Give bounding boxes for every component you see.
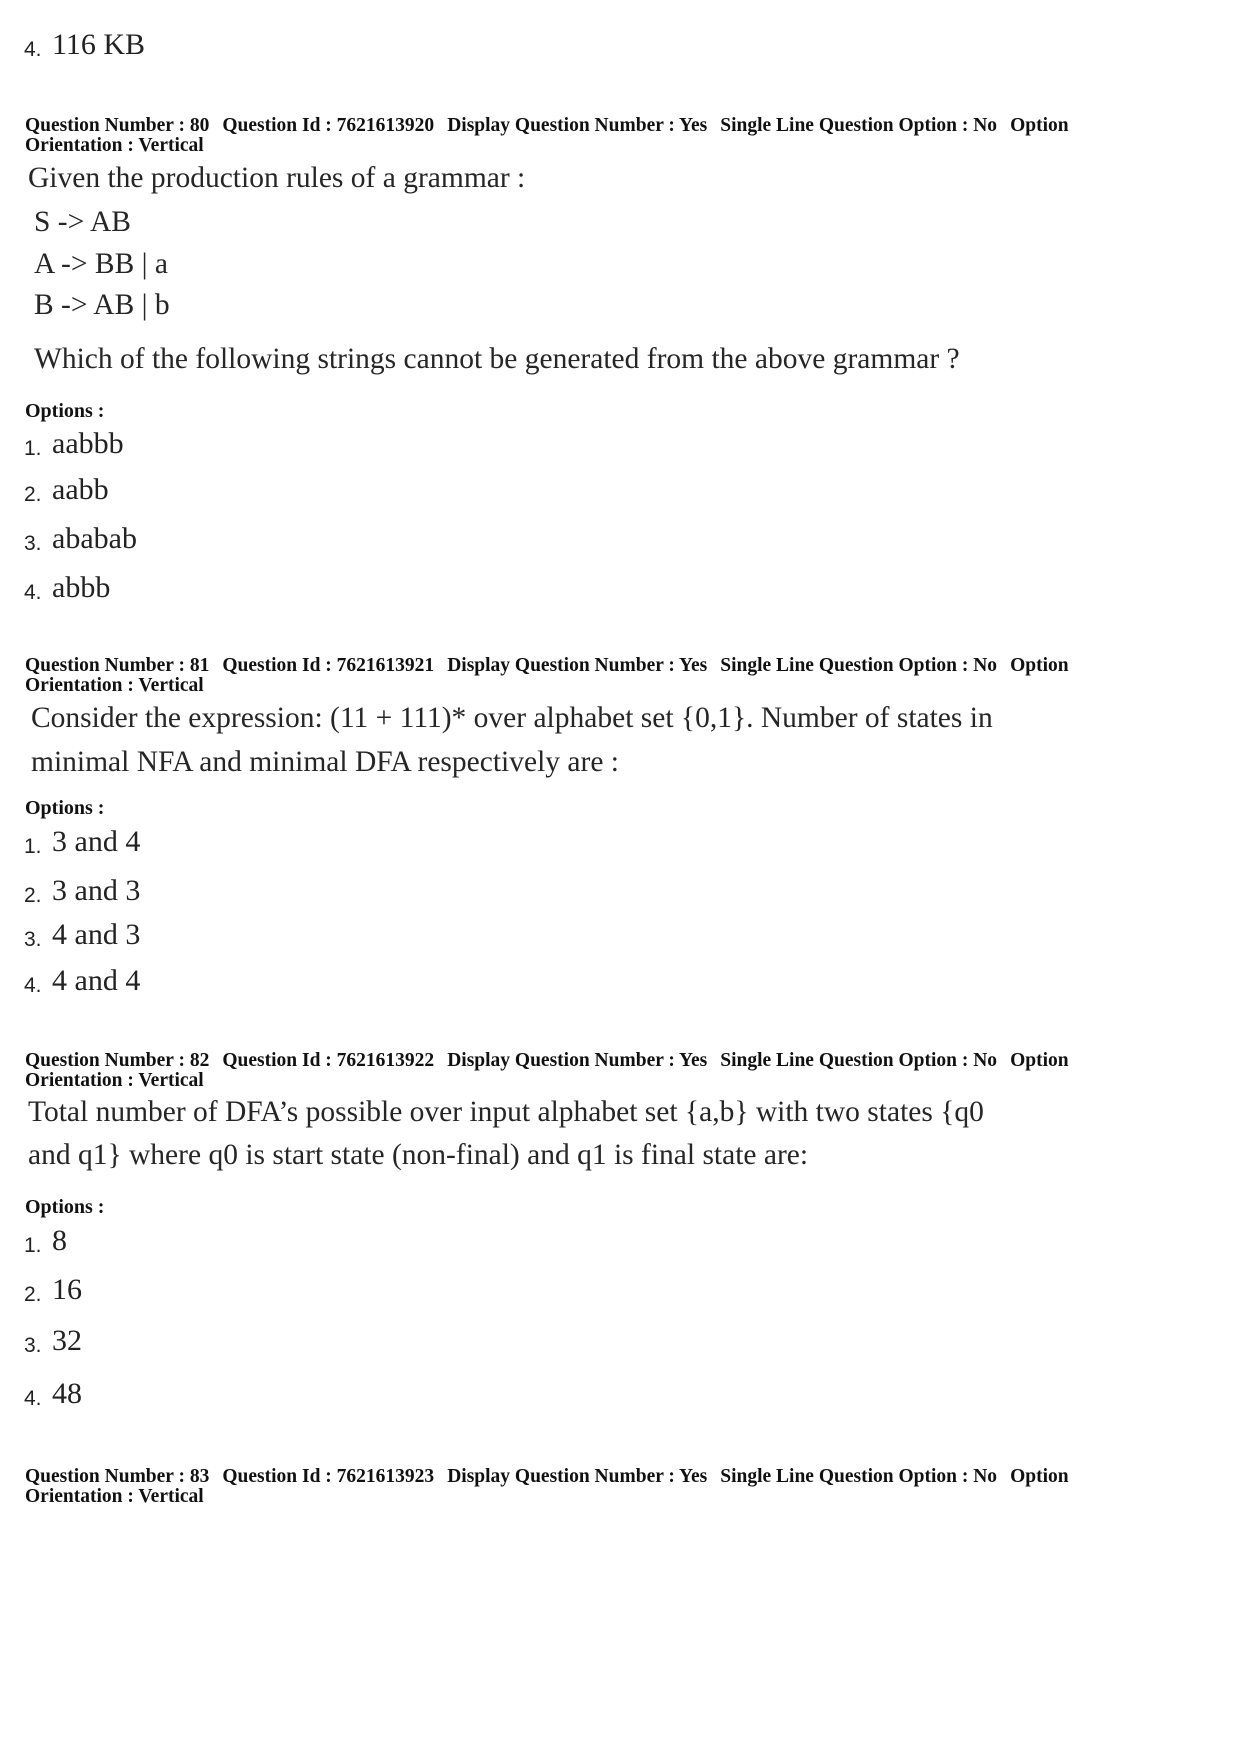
question-82-text-line: and q1} where q0 is start state (non-final) and q1 is final state are:: [28, 1139, 809, 1171]
option-text: 16: [52, 1273, 82, 1306]
question-80-meta: [25, 116, 1185, 156]
question-81-meta: [25, 656, 1185, 696]
option-text: 4 and 3: [52, 918, 141, 951]
option-4: [24, 571, 110, 605]
options-label: Options :: [25, 797, 105, 819]
option-2: [24, 473, 109, 507]
option-text: aabb: [52, 473, 109, 506]
option-3: [24, 522, 137, 556]
display-question-number: Display Question Number : Yes: [447, 1466, 708, 1487]
grammar-rule: B -> AB | b: [34, 289, 170, 321]
option-1: [24, 427, 124, 461]
grammar-rule: A -> BB | a: [34, 248, 168, 280]
option-number: 1.: [24, 835, 42, 858]
option-2: [24, 1273, 82, 1307]
option-text: 3 and 4: [52, 825, 141, 858]
question-80-text: Which of the following strings cannot be generated from the above grammar ?: [34, 343, 960, 375]
option-2: [24, 874, 140, 908]
option-text: 3 and 3: [52, 874, 141, 907]
option-number: 4.: [24, 38, 42, 61]
options-label: Options :: [25, 1196, 105, 1218]
question-81-text-line: Consider the expression: (11 + 111)* over alphabet set {0,1}. Number of states in: [31, 702, 993, 734]
question-number: Question Number : 82: [25, 1050, 210, 1071]
option-4: [24, 1377, 82, 1411]
question-id: Question Id : 7621613922: [222, 1050, 435, 1071]
option-number: 4.: [24, 1387, 42, 1410]
option-number: 2.: [24, 483, 42, 506]
option-3: [24, 918, 140, 952]
option-orientation-start: Option: [1010, 1050, 1069, 1071]
option-4: [24, 964, 140, 998]
question-number: Question Number : 83: [25, 1466, 210, 1487]
question-id: Question Id : 7621613920: [222, 115, 435, 136]
option-orientation-start: Option: [1010, 655, 1069, 676]
option-orientation-start: Option: [1010, 115, 1069, 136]
question-82-text-line: Total number of DFA’s possible over input alphabet set {a,b} with two states {q0: [28, 1096, 984, 1128]
option-text: aabbb: [52, 427, 124, 460]
option-orientation: Orientation : Vertical: [25, 1070, 204, 1091]
option-number: 1.: [24, 437, 42, 460]
option-text: ababab: [52, 522, 137, 555]
display-question-number: Display Question Number : Yes: [447, 655, 708, 676]
single-line-question-option: Single Line Question Option : No: [720, 1466, 998, 1487]
question-81-text-line: minimal NFA and minimal DFA respectively are :: [31, 746, 619, 778]
option-text: 4 and 4: [52, 964, 141, 997]
option-1: [24, 825, 140, 859]
question-82-meta: [25, 1051, 1185, 1091]
option-3: [24, 1324, 82, 1358]
option-text: abbb: [52, 571, 111, 604]
option-number: 3.: [24, 1334, 42, 1357]
option-number: 1.: [24, 1234, 42, 1257]
display-question-number: Display Question Number : Yes: [447, 1050, 708, 1071]
single-line-question-option: Single Line Question Option : No: [720, 115, 998, 136]
option-orientation-start: Option: [1010, 1466, 1069, 1487]
option-number: 2.: [24, 1283, 42, 1306]
option-number: 4.: [24, 974, 42, 997]
option-text: 8: [52, 1224, 67, 1257]
question-83-meta: [25, 1467, 1185, 1507]
option-orientation: Orientation : Vertical: [25, 675, 204, 696]
option-number: 3.: [24, 532, 42, 555]
option-text: 48: [52, 1377, 82, 1410]
grammar-rule: S -> AB: [34, 206, 131, 238]
display-question-number: Display Question Number : Yes: [447, 115, 708, 136]
option-number: 4.: [24, 581, 42, 604]
options-label: Options :: [25, 400, 105, 422]
option-orientation: Orientation : Vertical: [25, 1486, 204, 1507]
question-80-intro: Given the production rules of a grammar :: [28, 162, 526, 194]
option-text: 32: [52, 1324, 82, 1357]
option-orientation: Orientation : Vertical: [25, 135, 204, 156]
question-id: Question Id : 7621613921: [222, 655, 435, 676]
single-line-question-option: Single Line Question Option : No: [720, 1050, 998, 1071]
option-1: [24, 1224, 67, 1258]
option-text: 116 KB: [52, 28, 146, 61]
option-number: 3.: [24, 928, 42, 951]
option-number: 2.: [24, 884, 42, 907]
single-line-question-option: Single Line Question Option : No: [720, 655, 998, 676]
previous-question-option-4: [24, 28, 145, 62]
question-number: Question Number : 80: [25, 115, 210, 136]
question-number: Question Number : 81: [25, 655, 210, 676]
question-id: Question Id : 7621613923: [222, 1466, 435, 1487]
